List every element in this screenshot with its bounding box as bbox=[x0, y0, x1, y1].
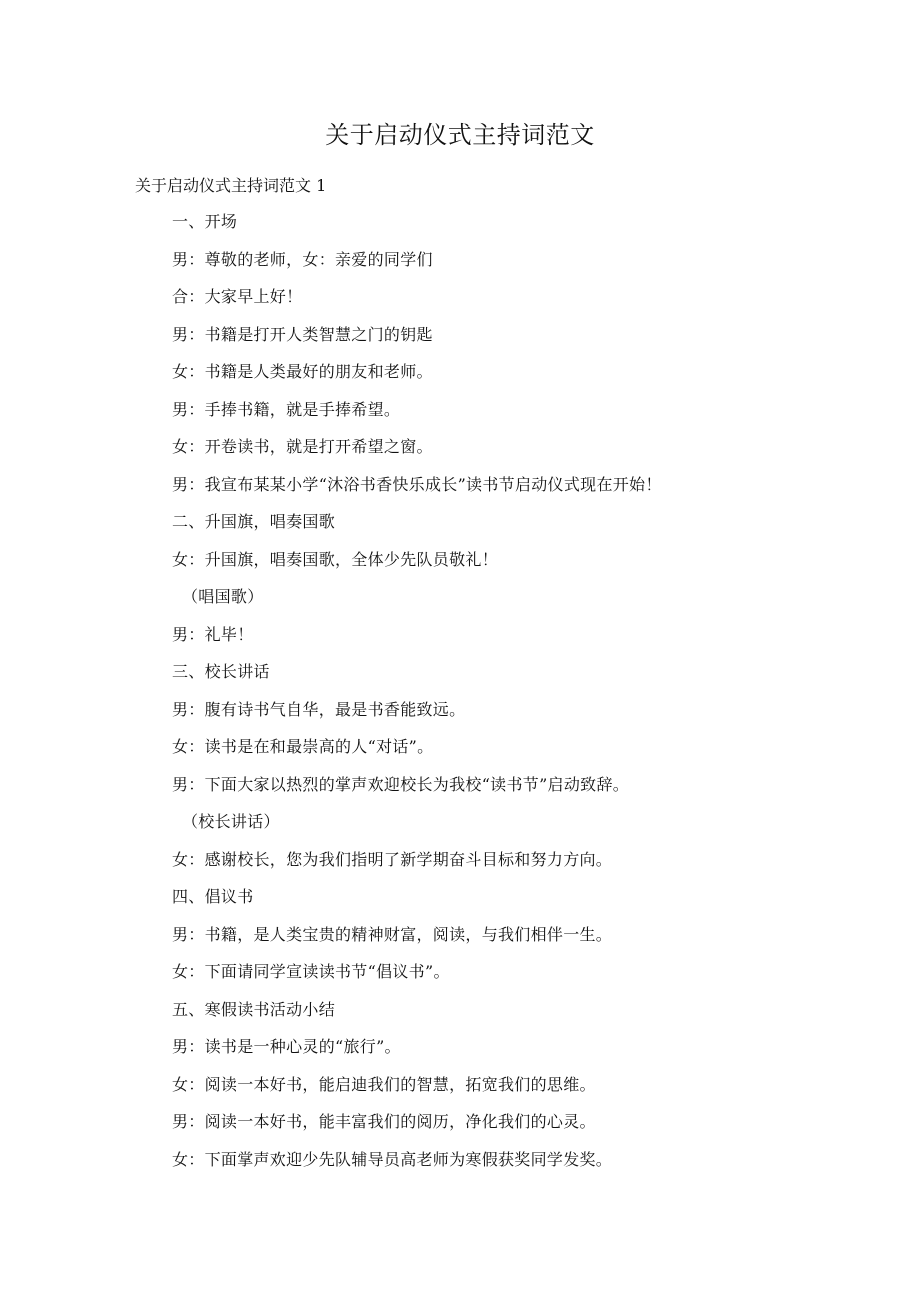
script-line: 男：我宣布某某小学“沐浴书香快乐成长”读书节启动仪式现在开始！ bbox=[172, 474, 662, 494]
script-line: 男：礼毕！ bbox=[172, 624, 254, 644]
script-line: 男：下面大家以热烈的掌声欢迎校长为我校“读书节”启动致辞。 bbox=[172, 774, 630, 794]
script-line: 女：感谢校长，您为我们指明了新学期奋斗目标和努力方向。 bbox=[172, 849, 613, 869]
script-line: 女：开卷读书，就是打开希望之窗。 bbox=[172, 437, 433, 456]
script-line: 女：读书是在和最崇高的人“对话”。 bbox=[172, 737, 434, 756]
section-heading-flag: 二、升国旗，唱奏国歌 bbox=[172, 512, 336, 531]
script-line: 女：升国旗，唱奏国歌，全体少先队员敬礼！ bbox=[172, 549, 499, 569]
script-line: 男：读书是一种心灵的“旅行”。 bbox=[172, 1037, 401, 1056]
script-line: 男：阅读一本好书，能丰富我们的阅历，净化我们的心灵。 bbox=[172, 1112, 596, 1131]
section-heading-principal: 三、校长讲话 bbox=[172, 662, 270, 681]
stage-direction: （唱国歌） bbox=[182, 587, 264, 606]
stage-direction: （校长讲话） bbox=[182, 812, 280, 831]
script-line: 女：阅读一本好书，能启迪我们的智慧，拓宽我们的思维。 bbox=[172, 1074, 596, 1094]
script-line: 男：腹有诗书气自华，最是书香能致远。 bbox=[172, 699, 466, 719]
script-line: 女：下面请同学宣读读书节“倡议书”。 bbox=[172, 962, 450, 981]
document-title: 关于启动仪式主持词范文 bbox=[325, 121, 595, 149]
script-line: 男：尊敬的老师，女：亲爱的同学们 bbox=[172, 249, 433, 269]
script-line: 男：手捧书籍，就是手捧希望。 bbox=[172, 399, 401, 419]
script-line: 女：书籍是人类最好的朋友和老师。 bbox=[172, 362, 433, 381]
script-lines bbox=[172, 210, 792, 1185]
document-subtitle: 关于启动仪式主持词范文 1 bbox=[135, 176, 327, 195]
section-heading-proposal: 四、倡议书 bbox=[172, 887, 254, 906]
section-heading-summary: 五、寒假读书活动小结 bbox=[172, 999, 336, 1019]
script-line: 女：下面掌声欢迎少先队辅导员高老师为寒假获奖同学发奖。 bbox=[172, 1149, 613, 1169]
section-heading-opening: 一、开场 bbox=[172, 212, 238, 231]
script-line: 男：书籍是打开人类智慧之门的钥匙 bbox=[172, 324, 433, 344]
script-line: 男：书籍，是人类宝贵的精神财富，阅读，与我们相伴一生。 bbox=[172, 924, 613, 944]
script-line: 合：大家早上好！ bbox=[172, 287, 303, 306]
